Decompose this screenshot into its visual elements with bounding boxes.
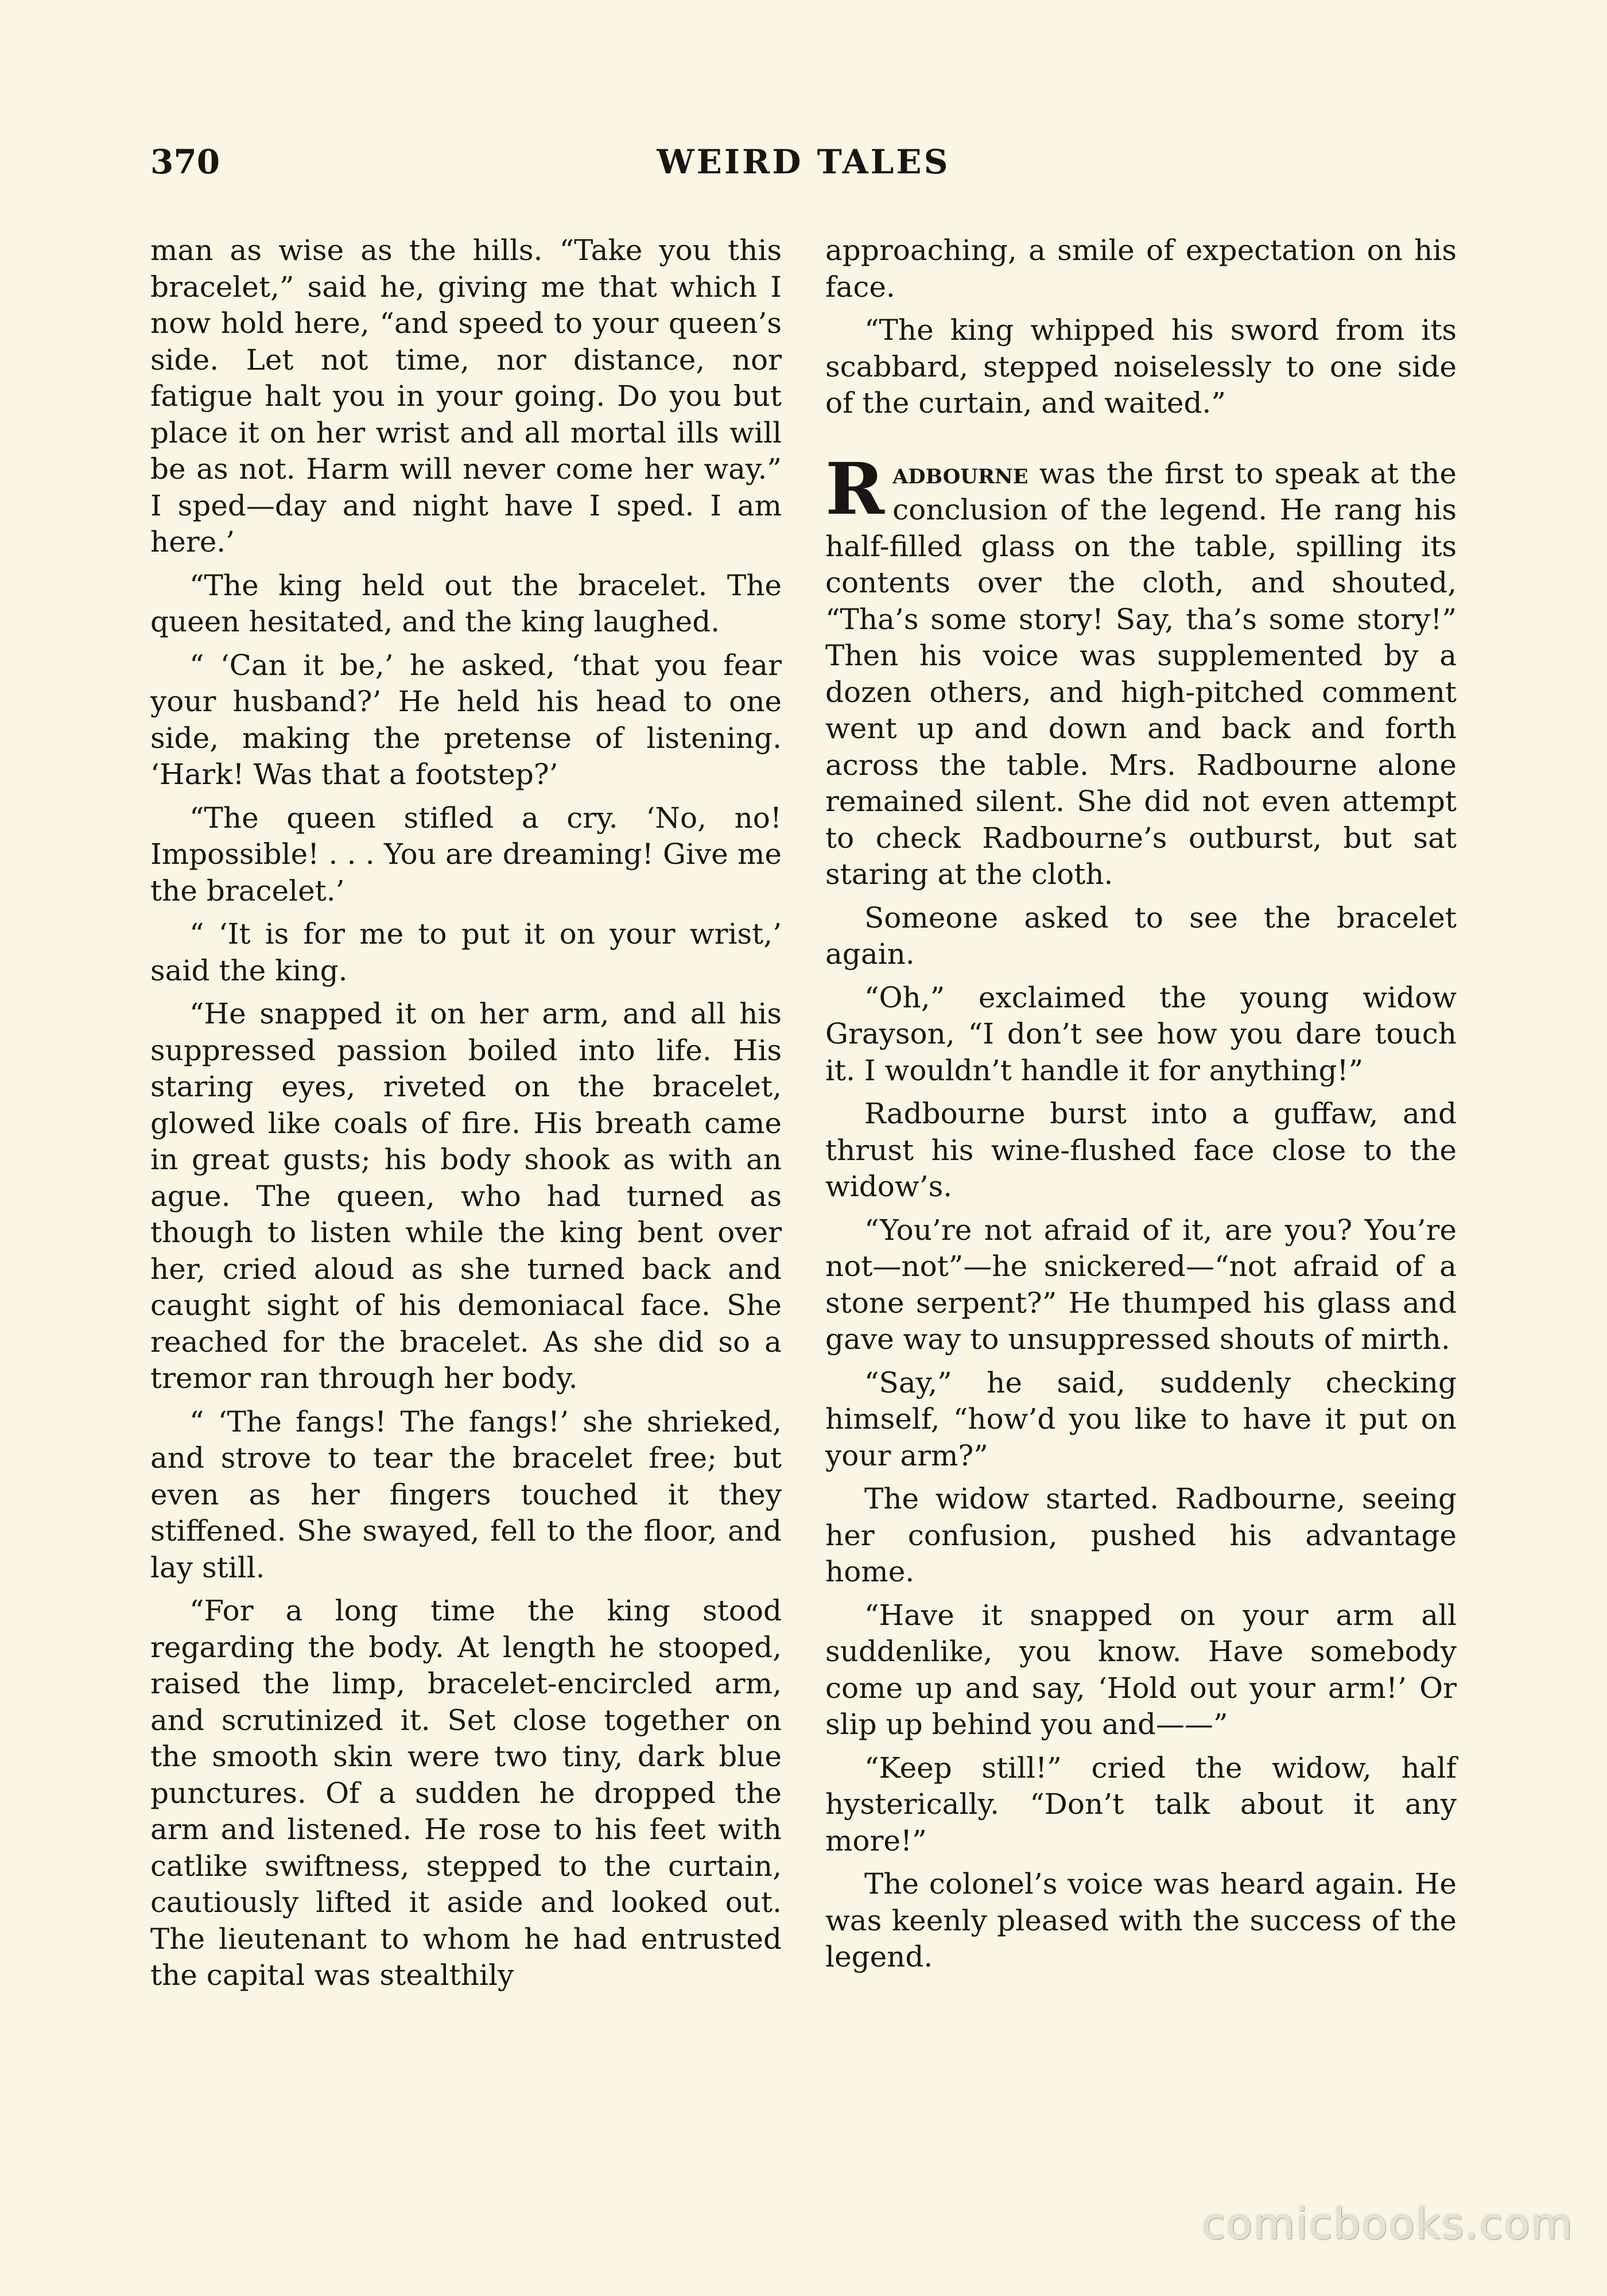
left-column — [150, 232, 782, 2001]
section-opening-paragraph — [825, 447, 1457, 893]
paragraph: “ ‘The fangs! The fangs!’ she shrieked, and strove to tear the bracelet free; but even as her fingers touched it they stiffened. She swayed, fell to the floor, and lay still. — [150, 1405, 782, 1584]
paragraph: “Say,” he said, suddenly checking himself, “how’d you like to have it put on your arm?” — [825, 1366, 1457, 1472]
running-title: WEIRD TALES — [657, 142, 950, 181]
watermark: comicbooks.com — [1202, 2200, 1574, 2249]
paragraph: “Oh,” exclaimed the young widow Grayson, “I don’t see how you dare touch it. I wouldn’t handle it for anything!” — [825, 980, 1457, 1087]
paragraph: The widow started. Radbourne, seeing her confusion, pushed his advantage home. — [825, 1482, 1457, 1588]
page-number: 370 — [150, 142, 220, 181]
paragraph: man as wise as the hills. “Take you this bracelet,” said he, giving me that which I now hold here, “and speed to your queen’s side. Let not time, nor distance, nor fatigue halt you in your going. Do you but place it on her wrist and all mortal ills will be as not. Harm will never come her way.” I sped—day and night have I sped. I am here.’ — [150, 234, 782, 559]
small-caps-word: adbourne — [892, 456, 1028, 490]
paragraph: “You’re not afraid of it, are you? You’re not—not”—he snickered—“not afraid of a stone serpent?” He thumped his glass and gave way to unsuppressed shouts of mirth. — [825, 1213, 1457, 1356]
paragraph-text: was the first to speak at the conclusion of the legend. He rang his half-filled glass on the table, spilling its contents over the cloth, and shouted, “Tha’s some story! Say, tha’s some story!” Then his voice was supplemented by a dozen others, and high-pitched comment went up and down and back and forth across the table. Mrs. Radbourne alone remained silent. She did not even attempt to check Radbourne’s outburst, but sat staring at the cloth. — [825, 456, 1457, 891]
paragraph: “He snapped it on her arm, and all his suppressed passion boiled into life. His staring eyes, riveted on the bracelet, glowed like coals of fire. His breath came in great gusts; his body shook as with an ague. The queen, who had turned as though to listen while the king bent over her, cried aloud as she turned back and caught sight of his demoniacal face. She reached for the bracelet. As she did so a tremor ran through her body. — [150, 997, 782, 1395]
paragraph: “ ‘Can it be,’ he asked, ‘that you fear your husband?’ He held his head to one side, making the pretense of listening. ‘Hark! Was that a footstep?’ — [150, 648, 782, 791]
right-column — [825, 232, 1457, 1983]
paragraph: approaching, a smile of expectation on his face. — [825, 234, 1457, 304]
paragraph: “The king whipped his sword from its scabbard, stepped noiselessly to one side of the curtain, and waited.” — [825, 313, 1457, 420]
paragraph: Radbourne burst into a guffaw, and thrust his wine-flushed face close to the widow’s. — [825, 1097, 1457, 1203]
paragraph: “The king held out the bracelet. The queen hesitated, and the king laughed. — [150, 568, 782, 638]
paragraph: “ ‘It is for me to put it on your wrist,’ said the king. — [150, 917, 782, 987]
page-header — [150, 142, 1457, 188]
paragraph: Someone asked to see the bracelet again. — [825, 901, 1457, 971]
paragraph: “For a long time the king stood regarding the body. At length he stooped, raised the limp, bracelet-encircled arm, and scrutinized it. Set close together on the smooth skin were two tiny, dark blue punctures. Of a sudden he dropped the arm and listened. He rose to his feet with catlike swiftness, stepped to the curtain, cautiously lifted it aside and looked out. The lieutenant to whom he had entrusted the capital was stealthily — [150, 1594, 782, 1992]
drop-cap: R — [825, 447, 885, 531]
paragraph: “Have it snapped on your arm all suddenlike, you know. Have somebody come up and say, ‘Hold out your arm!’ Or slip up behind you and——” — [825, 1598, 1457, 1741]
paragraph: “The queen stifled a cry. ‘No, no! Impossible! . . . You are dreaming! Give me the bracelet.’ — [150, 801, 782, 907]
paragraph: The colonel’s voice was heard again. He was keenly pleased with the success of the legend. — [825, 1867, 1457, 1973]
paragraph: “Keep still!” cried the widow, half hysterically. “Don’t talk about it any more!” — [825, 1751, 1457, 1857]
